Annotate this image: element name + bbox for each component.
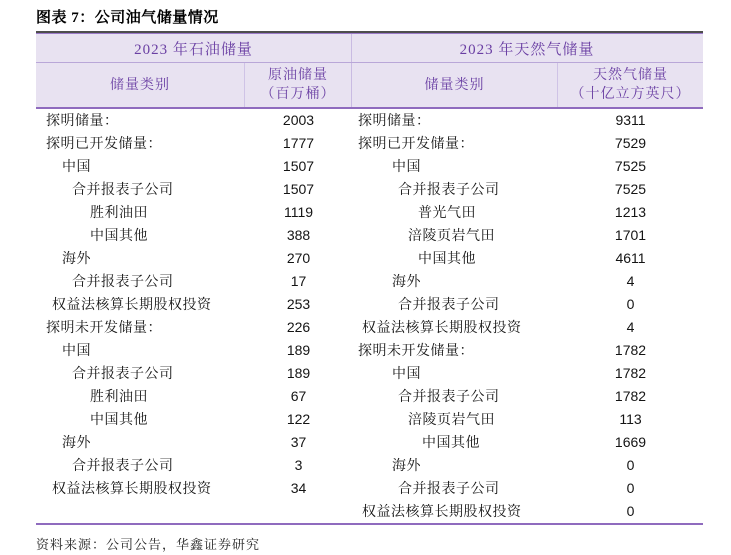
- reserve-category-label: 中国其他: [418, 250, 476, 266]
- table-row: [36, 408, 352, 431]
- reserve-category-label: 探明已开发储量：: [46, 135, 162, 151]
- reserve-category-label: 中国其他: [90, 411, 148, 427]
- oil-value-column-header: [245, 63, 352, 107]
- table-row: [352, 109, 703, 132]
- reserve-category-label: 合并报表子公司: [398, 181, 500, 197]
- table-row: [352, 155, 703, 178]
- reserve-value: 189: [286, 365, 311, 381]
- reserve-value: 270: [286, 250, 311, 266]
- table-row: [352, 500, 703, 523]
- table-row: [352, 408, 703, 431]
- reserve-category-label: 涪陵页岩气田: [408, 411, 495, 427]
- reserve-category-label: 海外: [392, 273, 421, 289]
- reserve-category-label: 胜利油田: [90, 388, 148, 404]
- table-row: [36, 247, 352, 270]
- reserve-value: 2003: [282, 112, 315, 128]
- reserve-category-label: 探明储量：: [46, 112, 119, 128]
- reserve-value: 0: [626, 503, 635, 519]
- reserve-category-label: 海外: [392, 457, 421, 473]
- reserve-value: 1701: [614, 227, 647, 243]
- reserve-value: 7529: [614, 135, 647, 151]
- table-row: [352, 431, 703, 454]
- reserve-value: 0: [626, 296, 635, 312]
- reserve-value: 67: [290, 388, 307, 404]
- reserve-category-label: 合并报表子公司: [72, 457, 174, 473]
- reserve-category-label: 探明未开发储量：: [46, 319, 162, 335]
- table-row: [36, 270, 352, 293]
- gas-table-body: [352, 109, 703, 523]
- reserve-category-label: 合并报表子公司: [398, 388, 500, 404]
- oil-category-column-header: 储量类别: [36, 63, 245, 107]
- table-row: [36, 155, 352, 178]
- reserve-value: 3: [294, 457, 303, 473]
- reserve-value: 1507: [282, 181, 315, 197]
- reserve-value: 1119: [283, 204, 314, 220]
- reserve-value: 7525: [614, 181, 647, 197]
- figure-title: 图表 7：公司油气储量情况: [36, 8, 703, 33]
- reserve-category-label: 探明储量：: [358, 112, 431, 128]
- reserve-category-label: 中国: [62, 158, 91, 174]
- table-row: [352, 201, 703, 224]
- table-row: [352, 132, 703, 155]
- reserve-category-label: 合并报表子公司: [72, 273, 174, 289]
- reserve-value: 113: [619, 411, 642, 427]
- reserve-category-label: 合并报表子公司: [72, 181, 174, 197]
- table-row: [352, 293, 703, 316]
- reserve-value: 1782: [614, 365, 647, 381]
- oil-value-header-line1: 原油储量: [268, 68, 328, 83]
- reserve-category-label: 探明已开发储量：: [358, 135, 474, 151]
- table-row: [36, 316, 352, 339]
- table-row: [36, 431, 352, 454]
- oil-reserves-group-header: 2023 年石油储量: [36, 34, 352, 62]
- reserve-value: 189: [286, 342, 311, 358]
- reserve-value: 1507: [282, 158, 315, 174]
- table-row: [352, 224, 703, 247]
- reserve-value: 34: [290, 480, 307, 496]
- reserve-value: 1782: [614, 342, 647, 358]
- table-row: [352, 385, 703, 408]
- table-row: [352, 362, 703, 385]
- table-row: [36, 362, 352, 385]
- reserve-value: 7525: [614, 158, 647, 174]
- table-row: [36, 339, 352, 362]
- reserve-value: 1777: [282, 135, 315, 151]
- reserve-value: 0: [626, 480, 635, 496]
- reserve-value: 4611: [615, 250, 646, 266]
- reserve-category-label: 普光气田: [418, 204, 476, 220]
- table-row: [36, 201, 352, 224]
- table-row: [352, 316, 703, 339]
- table-row: [36, 109, 352, 132]
- reserve-category-label: 中国: [392, 365, 421, 381]
- reserve-value: 4: [626, 319, 635, 335]
- reserve-category-label: 海外: [62, 250, 91, 266]
- gas-value-header-line1: 天然气储量: [593, 68, 668, 83]
- table-row: [352, 454, 703, 477]
- gas-value-column-header: [558, 63, 703, 107]
- reserve-value: 253: [286, 296, 311, 312]
- gas-category-column-header: 储量类别: [352, 63, 558, 107]
- table-group-header-row: [36, 33, 703, 63]
- table-row: [36, 132, 352, 155]
- reserve-category-label: 合并报表子公司: [398, 296, 500, 312]
- reserve-category-label: 权益法核算长期股权投资: [52, 480, 212, 496]
- reserve-value: 388: [286, 227, 311, 243]
- reserve-category-label: 合并报表子公司: [72, 365, 174, 381]
- table-row: [352, 247, 703, 270]
- table-row: [352, 270, 703, 293]
- reserve-category-label: 胜利油田: [90, 204, 148, 220]
- reserve-category-label: 中国: [62, 342, 91, 358]
- reserve-category-label: 海外: [62, 434, 91, 450]
- reserve-category-label: 涪陵页岩气田: [408, 227, 495, 243]
- reserve-category-label: 权益法核算长期股权投资: [362, 319, 522, 335]
- reserve-category-label: 探明未开发储量：: [358, 342, 474, 358]
- table-row: [352, 339, 703, 362]
- source-note: 资料来源：公司公告，华鑫证券研究: [36, 537, 261, 552]
- reserve-category-label: 权益法核算长期股权投资: [52, 296, 212, 312]
- reserve-value: 122: [286, 411, 311, 427]
- reserve-category-label: 合并报表子公司: [398, 480, 500, 496]
- reserve-value: 226: [286, 319, 311, 335]
- reserve-value: 4: [626, 273, 635, 289]
- oil-value-header-line2: （百万桶）: [260, 87, 336, 102]
- reserve-value: 1213: [614, 204, 647, 220]
- table-row: [36, 178, 352, 201]
- reserve-value: 17: [290, 273, 307, 289]
- table-row: [36, 293, 352, 316]
- reserve-value: 1669: [614, 434, 647, 450]
- gas-value-header-line2: （十亿立方英尺）: [570, 87, 691, 102]
- reserve-category-label: 中国其他: [90, 227, 148, 243]
- table-row: [352, 477, 703, 500]
- table-row: [36, 224, 352, 247]
- reserve-category-label: 中国其他: [422, 434, 480, 450]
- reserve-value: 1782: [614, 388, 647, 404]
- reserve-category-label: 中国: [392, 158, 421, 174]
- oil-table-body: [36, 109, 352, 500]
- gas-reserves-group-header: 2023 年天然气储量: [459, 41, 595, 58]
- reserve-value: 9311: [615, 112, 646, 128]
- table-body: [36, 109, 703, 525]
- reserve-value: 37: [290, 434, 307, 450]
- table-row: [36, 454, 352, 477]
- table-row: [36, 385, 352, 408]
- reserves-table: [36, 33, 703, 525]
- table-column-header-row: [36, 63, 703, 109]
- table-row: [36, 477, 352, 500]
- reserve-value: 0: [626, 457, 635, 473]
- reserve-category-label: 权益法核算长期股权投资: [362, 503, 522, 519]
- table-row: [352, 178, 703, 201]
